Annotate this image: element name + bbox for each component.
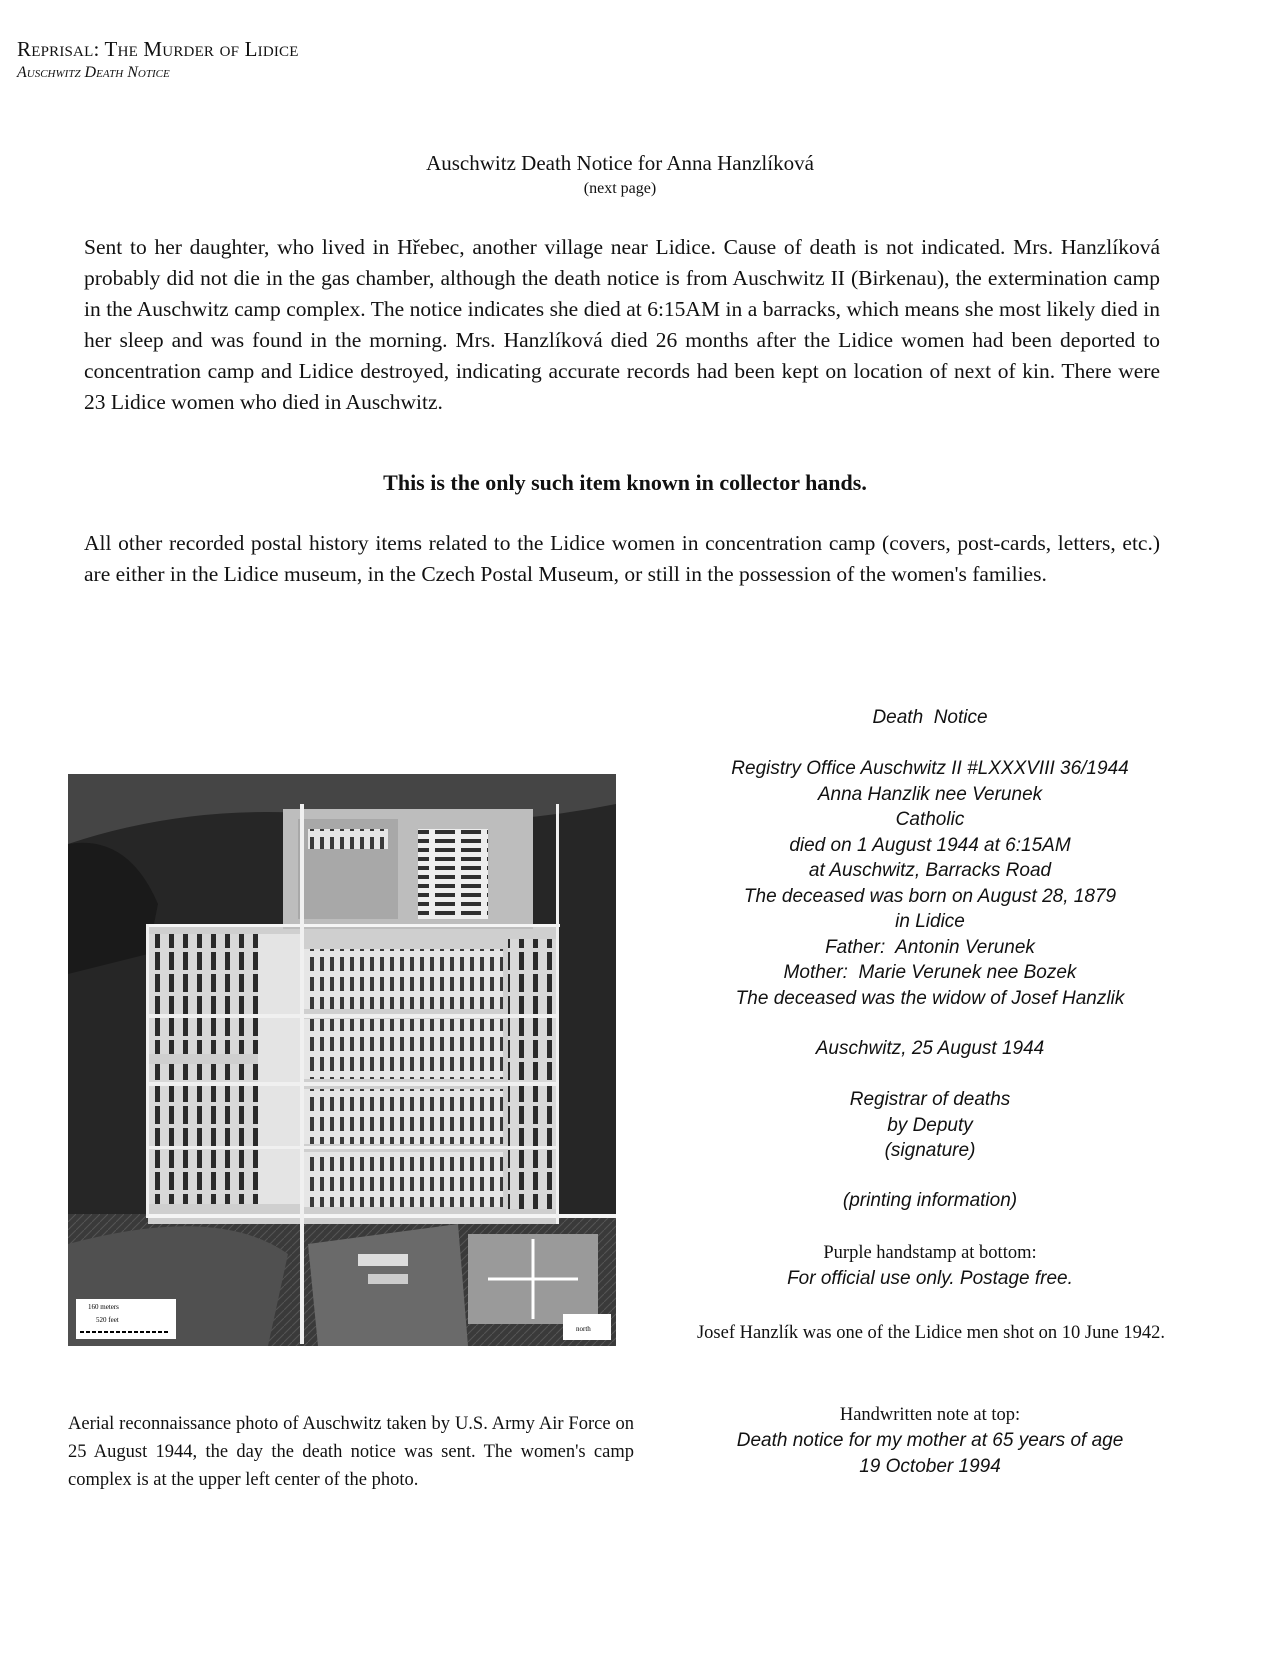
- intro-paragraph: Sent to her daughter, who lived in Hřebec, another village near Lidice. Cause of death is not indicated. Mrs. Hanzlíková probably did not die in the gas chamber, although the death notice is from Auschwitz II (Birkenau), the extermination camp in the Auschwitz camp complex. The notice indicates she died at 6:15AM in a barracks, which means she most likely died in her sleep and was found in the morning. Mrs. Hanzlíková died 26 months after the Lidice women had been deported to concentration camp and Lidice destroyed, indicating accurate records had been kept on location of next of kin. There were 23 Lidice women who died in Auschwitz.: [84, 235, 1160, 414]
- page-header: [17, 36, 299, 84]
- notice-line: The deceased was the widow of Josef Hanzlik: [735, 987, 1125, 1009]
- handwritten-label: Handwritten note at top:: [839, 1405, 1021, 1425]
- document-title: Auschwitz Death Notice for Anna Hanzlíková: [426, 151, 814, 175]
- north-label: north: [576, 1325, 591, 1333]
- handwritten-note: [680, 1428, 1180, 1479]
- registrar-line: Registrar of deaths: [849, 1089, 1011, 1110]
- notice-line: Registry Office Auschwitz II #LXXXVIII 36/1944: [731, 758, 1129, 779]
- scale-feet-label: 520 feet: [96, 1316, 119, 1324]
- aerial-photo: [68, 774, 616, 1346]
- stamp-text: For official use only. Postage free.: [787, 1268, 1073, 1289]
- handwritten-line: Death notice for my mother at 65 years of age: [736, 1430, 1124, 1451]
- notice-line: Mother: Marie Verunek nee Bozek: [783, 962, 1077, 983]
- header-title: Reprisal: The Murder of Lidice: [17, 37, 299, 61]
- notice-line: Father: Antonin Verunek: [825, 936, 1035, 958]
- notice-line: died on 1 August 1944 at 6:15AM: [789, 834, 1071, 856]
- handwritten-line: 19 October 1994: [859, 1455, 1001, 1477]
- notice-registrar: [680, 1087, 1180, 1164]
- notice-place-date: Auschwitz, 25 August 1944: [815, 1038, 1045, 1059]
- stamp-label: Purple handstamp at bottom:: [823, 1243, 1037, 1263]
- document-subtitle: (next page): [583, 180, 657, 197]
- postal-history-paragraph: All other recorded postal history items related to the Lidice women in concentration camp (covers, post-cards, letters, etc.) are either in the Lidice museum, in the Czech Postal Museum, or still in the possession of the women's families.: [84, 531, 1160, 586]
- registrar-line: by Deputy: [887, 1114, 973, 1136]
- header-subtitle: Auschwitz Death Notice: [17, 64, 170, 81]
- notice-line: Anna Hanzlik nee Verunek: [817, 783, 1043, 805]
- notice-printing: (printing information): [842, 1190, 1018, 1211]
- notice-line: Catholic: [895, 809, 965, 830]
- notice-body: [680, 756, 1180, 1011]
- scale-meters-label: 160 meters: [88, 1303, 119, 1311]
- notice-line: in Lidice: [895, 911, 965, 932]
- photo-caption: Aerial reconnaissance photo of Auschwitz taken by U.S. Army Air Force on 25 August 1944, the day the death notice was sent. The women's camp complex is at the upper left center of the photo.: [68, 1414, 634, 1490]
- collector-statement: This is the only such item known in collector hands.: [383, 470, 867, 495]
- josef-note: Josef Hanzlík was one of the Lidice men shot on 10 June 1942.: [696, 1323, 1166, 1343]
- registrar-line: (signature): [884, 1140, 976, 1161]
- notice-line: The deceased was born on August 28, 1879: [743, 885, 1117, 907]
- notice-line: at Auschwitz, Barracks Road: [808, 860, 1052, 881]
- notice-title: Death Notice: [872, 707, 988, 728]
